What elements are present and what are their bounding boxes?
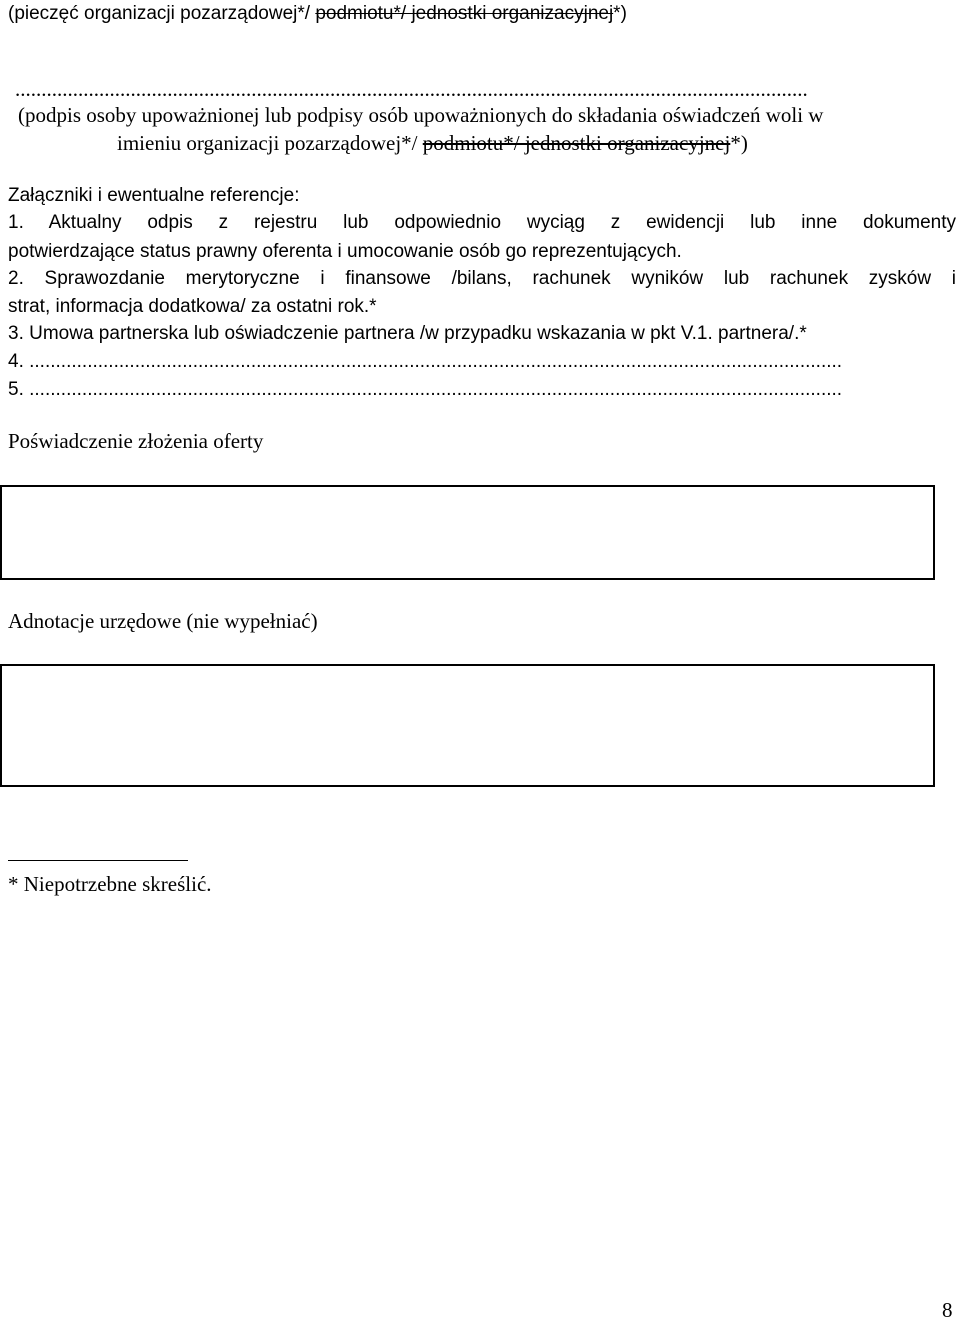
receipt-box (0, 485, 935, 580)
attachment-item-5: 5. .......................................................................................................................................................... (8, 380, 843, 399)
signature-caption-struck: podmiotu*/ jednostki organizacyjnej (422, 131, 731, 155)
attachment-item-1-line1: 1. Aktualny odpis z rejestru lub odpowiednio wyciąg z ewidencji lub inne dokumenty (8, 212, 956, 233)
signature-dots: ....................................................................................................................................................... (15, 79, 808, 100)
attachments-heading: Załączniki i ewentualne referencje: (8, 185, 300, 206)
stamp-caption-struck: podmiotu*/ jednostki organizacyjnej (315, 3, 614, 24)
receipt-heading: Poświadczenie złożenia oferty (8, 429, 264, 453)
attachment-item-2-line2: strat, informacja dodatkowa/ za ostatni rok.* (8, 296, 377, 317)
attachment-item-1-line2: potwierdzające status prawny oferenta i umocowanie osób go reprezentujących. (8, 241, 682, 262)
signature-caption-line1: (podpis osoby upoważnionej lub podpisy osób upoważnionych do składania oświadczeń woli w (18, 103, 824, 127)
stamp-caption-suffix: *) (613, 3, 627, 24)
footnote: * Niepotrzebne skreślić. (8, 872, 212, 896)
attachment-item-2-line1: 2. Sprawozdanie merytoryczne i finansowe /bilans, rachunek wyników lub rachunek zysków i (8, 268, 956, 289)
stamp-caption-prefix: (pieczęć organizacji pozarządowej*/ (8, 3, 316, 24)
signature-caption-suffix: *) (730, 131, 748, 155)
footnote-separator (8, 860, 188, 861)
signature-caption-prefix: imieniu organizacji pozarządowej*/ (117, 131, 423, 155)
signature-caption-line2 (117, 133, 748, 154)
page-number: 8 (942, 1298, 953, 1322)
official-heading: Adnotacje urzędowe (nie wypełniać) (8, 609, 318, 633)
official-notes-box (0, 664, 935, 787)
attachment-item-3: 3. Umowa partnerska lub oświadczenie partnera /w przypadku wskazania w pkt V.1. partnera/.* (8, 323, 807, 344)
stamp-caption (8, 4, 627, 23)
attachment-item-4: 4. .......................................................................................................................................................... (8, 352, 843, 371)
